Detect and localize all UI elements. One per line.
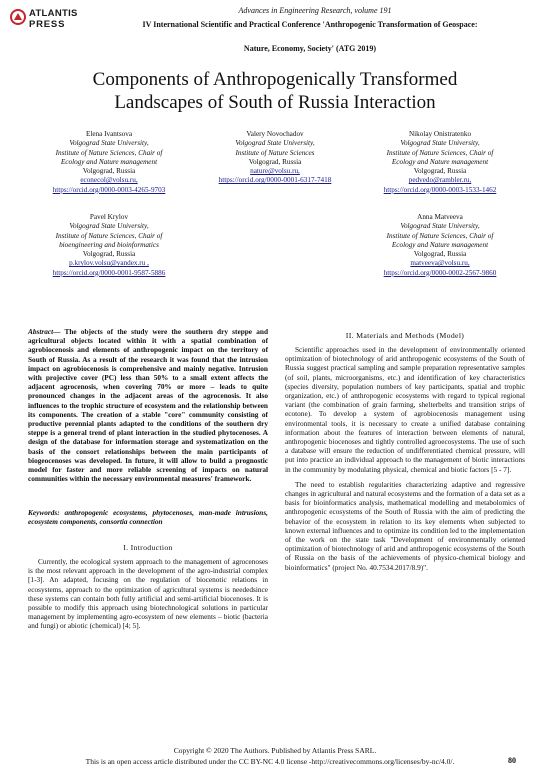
journal-header: Advances in Engineering Research, volume 191 (238, 6, 392, 15)
author-email-link[interactable]: nature@volsu.ru, (250, 167, 300, 176)
author-block-3 (345, 130, 535, 195)
introduction-text-block (28, 557, 268, 631)
title-line1: Components of Anthropogenically Transformed (92, 69, 458, 90)
abstract-block (28, 327, 268, 483)
author-affiliation: Ecology and Nature management (391, 240, 489, 249)
license-footer: This is an open access article distributed under the CC BY-NC 4.0 license -http://creativecommons.org/licenses/by-nc/4.0/. (85, 757, 455, 766)
keywords-block (28, 508, 268, 526)
author-block-1 (14, 130, 204, 195)
author-city: Volgograd, Russia (248, 157, 302, 166)
author-affiliation: Institute of Nature Sciences, Chair of (386, 148, 494, 157)
author-affiliation: Volgograd State University, (69, 222, 149, 231)
author-name: Nikolay Onistratenko (408, 130, 472, 138)
page-number: 80 (508, 756, 516, 765)
author-city: Volgograd, Russia (413, 167, 467, 176)
copyright-footer: Copyright © 2020 The Authors. Published by Atlantis Press SARL. (173, 746, 377, 755)
author-block-5 (345, 213, 535, 278)
paper-title (30, 68, 520, 114)
author-affiliation: Volgograd State University, (400, 139, 480, 148)
author-affiliation: Institute of Nature Sciences (235, 148, 315, 157)
author-orcid-link[interactable]: https://orcid.org/0000-0003-4265-9703 (52, 185, 166, 194)
author-city: Volgograd, Russia (82, 167, 136, 176)
abstract-label: Abstract (28, 327, 54, 336)
author-affiliation: Institute of Nature Sciences, Chair of (386, 231, 494, 240)
author-orcid-link[interactable]: https://orcid.org/0000-0002-2567-9860 (383, 268, 497, 277)
author-affiliation: Ecology and Nature management (391, 157, 489, 166)
author-orcid-link[interactable]: https://orcid.org/0000-0001-9587-5886 (52, 268, 166, 277)
author-city: Volgograd, Russia (413, 250, 467, 259)
section-heading-introduction: I. Introduction (123, 543, 173, 552)
abstract-text (28, 327, 268, 483)
conference-header-line2: Nature, Economy, Society' (ATG 2019) (243, 44, 377, 53)
atlantis-logo-icon (10, 9, 26, 25)
conference-header-line1: IV International Scientific and Practical Conference 'Anthropogenic Transformation of Geospace: (142, 20, 478, 29)
publisher-name-line1: ATLANTIS (29, 8, 78, 19)
author-name: Elena Ivantsova (85, 130, 133, 138)
author-city: Volgograd, Russia (82, 250, 136, 259)
title-line2: Landscapes of South of Russia Interaction (114, 92, 436, 113)
author-block-2 (180, 130, 370, 186)
author-affiliation: Volgograd State University, (400, 222, 480, 231)
author-block-4 (14, 213, 204, 278)
author-affiliation: Volgograd State University, (235, 139, 315, 148)
author-affiliation: Institute of Nature Sciences, Chair of (55, 148, 163, 157)
methods-paragraph-2: The need to establish regularities characterizing adaptive and regressive changes in agricultural and natural ecosystems and the formation of a data set as a basis for bioinformatics analysis, mathematical modelling and metabolomics of anthropogenic ecosystems of the South of Russia with the aim of predicting the behavior of the ecosystem in relation to its key elements when subjected to known external influences and to optimize its condition led to the implementation of the work on the state task "Development of environmentally oriented optimization of biotechnology of arid and anthropogenic ecosystems of the South of Russia on the basis of the achievements of physico-chemical biology and bioinformatics" (project No. 40.7534.2017/8.9)". (285, 479, 525, 572)
publisher-name-line2: PRESS (29, 19, 66, 30)
author-name: Pavel Krylov (89, 213, 129, 221)
author-email-link[interactable]: pedvedo@rambler.ru, (408, 176, 472, 185)
author-orcid-link[interactable]: https://orcid.org/0000-0003-1533-1462 (383, 185, 497, 194)
author-name: Valery Novochadov (246, 130, 304, 138)
author-email-link[interactable]: p.krylov.volsu@yandex.ru , (69, 259, 149, 268)
section-heading-methods: II. Materials and Methods (Model) (345, 331, 465, 340)
author-affiliation: Institute of Nature Sciences, Chair of (55, 231, 163, 240)
author-email-link[interactable]: econecol@volsu.ru, (80, 176, 138, 185)
methods-text-block (285, 345, 525, 572)
introduction-paragraph: Currently, the ecological system approach to the management of agrocenoses is the most relevant approach in the development of the agro-industrial complex [1-3]. An adapted, focusing on the regulation of biocenotic relations in ecosystems, approach to the optimization of agricultural systems is neededsince these systems can contain both fully artificial and semi-artificial biocenoses. It is possible to modify this approach using biotechnological solutions in particular management by implementing agro-ecosystem of new elements – biotic (bacteria and fungi) or abiotic (chemical) [4; 5]. (28, 557, 268, 631)
author-affiliation: bioengineering and bioinformatics (59, 240, 159, 249)
author-orcid-link[interactable]: https://orcid.org/0000-0001-6317-7418 (218, 176, 332, 185)
author-affiliation: Volgograd State University, (69, 139, 149, 148)
author-name: Anna Matveeva (417, 213, 463, 221)
author-affiliation: Ecology and Nature management (60, 157, 158, 166)
keywords-label: Keywords: (28, 508, 60, 517)
keywords-body: anthropogenic ecosystems, phytocenoses, man-made intrusions, ecosystem components, consortia connection (28, 508, 268, 527)
publisher-logo (10, 7, 90, 37)
methods-paragraph-1: Scientific approaches used in the development of environmentally oriented optimization of biotechnology of arid anthropogenic ecosystems of the South of Russia suggest practical sampling and sample preparation representative samples (of soil, plants, microorganisms, etc.) and identification of key characteristics (species diversity, population numbers of key participants, spatial and trophic organization, etc.) of anthropogenic ecosystems with regard to typical regional variant (the combination of grain farming, shelterbelts and transition strips of ecotone). To develop a system of agrobiocenosis management using environmental tools, it is necessary to create a unified database containing information about the features of interaction between elements of natural, anthropogenic biocenoses and tightly controlled agroecosystems. The use of such a database will ensure the reduction of undifferentiated chemical pressure, will put into practice an individual approach to the management of biotic interactions in the community by modulating physical, chemical and biotic factors [5 - 7]. (285, 345, 525, 474)
keywords-text (28, 508, 268, 526)
abstract-body: — The objects of the study were the southern dry steppe and agricultural objects located within it with a spatial combination of agrobiocenosis and elements of anthropogenic impact on the territory of South of Russia. As a result of the research it was found that the intrusion impact on agrobiocenosis is comprehensive and mainly negative. Intrusion with projective cover (PC) less than 50% to a small extent affects the adjacent agrocenosis, when covering 70% or more – leads to quite pronounced changes in the adjacent areas of the agrocenosis. It also influences to the trophic structure of ecosystem and the relationship between its components. The creation of a stable "core" community consisting of productive perennial plants adapted to the conditions of the southern dry steppe is a general trend of plant interaction in the studied phytocenoses. A design of the database for information storage and systematization on the basis of the consort relationships between the main participants of biogeocenoses was developed. In future, it will allow to build a prognostic model for faster and more reliable screening of impacts on natural communities within the necessary environmental measures' framework. (28, 327, 268, 484)
author-email-link[interactable]: matveeva@volsu.ru, (410, 259, 470, 268)
